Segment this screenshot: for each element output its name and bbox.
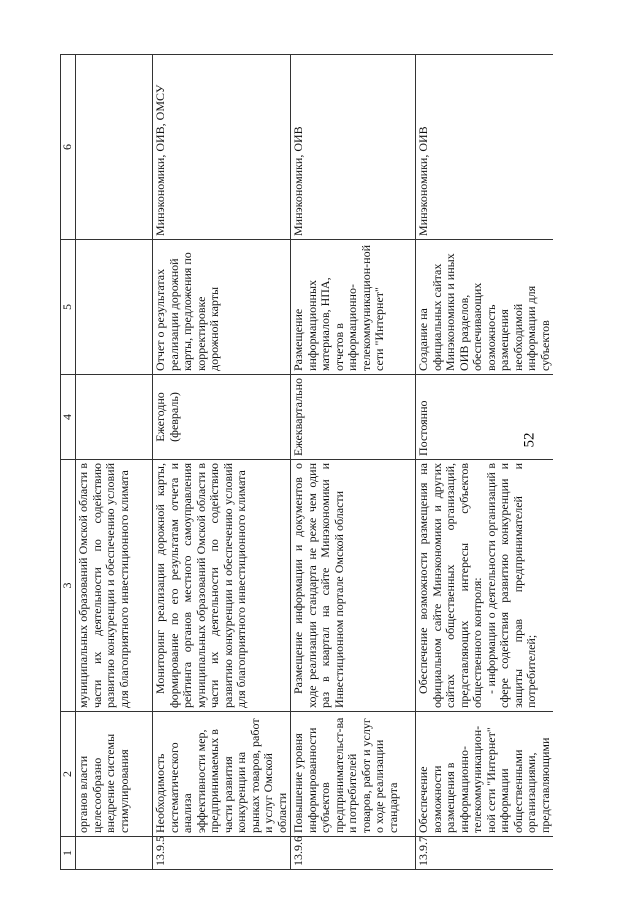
- mechanism-list-item: - информации о деятельности организаций в сфере содействия развитию конкуренции и защиты прав предпринимателей и потребителей;: [483, 463, 538, 708]
- measure-cell: Необходимость систематического анализа эффективности мер, предпринимаемых в части развития конкуренции на рынках товаров, работ и услуг Омской области: [153, 712, 291, 837]
- result-cell: [76, 240, 153, 375]
- column-header: 1: [61, 837, 76, 870]
- measures-table: [60, 54, 553, 870]
- result-cell: Создание на официальных сайтах Минэкономики и иных ОИВ разделов, обеспечивающих возможность размещения необходимой информации для субъектов: [416, 240, 554, 375]
- header-row: [61, 55, 76, 870]
- table-row: [76, 55, 153, 870]
- term-cell: [76, 375, 153, 460]
- row-number: 13.9.7: [416, 837, 554, 870]
- row-number: 13.9.6: [291, 837, 416, 870]
- column-header: 3: [61, 460, 76, 712]
- mechanism-text: Обеспечение возможности размещения на официальном сайте Минэкономики и других сайтах общественных организаций, представляющих интересы субъектов общественного контроля:: [416, 463, 484, 708]
- result-cell: Отчет о результатах реализации дорожной карты, предложения по корректировке дорожной карты: [153, 240, 291, 375]
- executor-cell: [76, 55, 153, 240]
- row-number: 13.9.5: [153, 837, 291, 870]
- column-header: 5: [61, 240, 76, 375]
- measure-cell: Повышение уровня информированности субъектов предпринимательст-ва и потребителей товаров, работ и услуг о ходе реализации стандарта: [291, 712, 416, 837]
- mechanism-cell: [416, 460, 554, 712]
- mechanism-cell: Мониторинг реализации дорожной карты, формирование по его результатам отчета и рейтинга органов местного самоуправления муниципальных образований Омской области в части их деятельности по содействию развитию конкуренции и обеспечению условий для благоприятного инвестиционного климата: [153, 460, 291, 712]
- executor-cell: Минэкономики, ОИВ, ОМСУ: [153, 55, 291, 240]
- result-cell: Размещение информационных материалов, НПА, отчетов в информационно-телекоммуникацион-ной сети "Интернет": [291, 240, 416, 375]
- column-header: 4: [61, 375, 76, 460]
- column-header: 2: [61, 712, 76, 837]
- table-row: [291, 55, 416, 870]
- executor-cell: Минэкономики, ОИВ: [291, 55, 416, 240]
- measure-cell: органов власти целесообразно внедрение системы стимулирования: [76, 712, 153, 837]
- column-header: 6: [61, 55, 76, 240]
- table-row: [153, 55, 291, 870]
- term-cell: Ежегодно (февраль): [153, 375, 291, 460]
- table-row: [416, 55, 554, 870]
- term-cell: Постоянно: [416, 375, 554, 460]
- mechanism-cell: муниципальных образований Омской области в части их деятельности по содействию развитию конкуренции и обеспечению условий для благоприятного инвестиционного климата: [76, 460, 153, 712]
- row-number: [76, 837, 153, 870]
- page-number-text: 52: [521, 432, 538, 448]
- mechanism-cell: Размещение информации и документов о ходе реализации стандарта не реже чем один раз в квартал на сайте Минэкономики и Инвестиционном портале Омской области: [291, 460, 416, 712]
- executor-cell: Минэкономики, ОИВ: [416, 55, 554, 240]
- measure-cell: Обеспечение возможности размещения в информационно-телекоммуникацион-ной сети "Интернет" информации общественными организациями, представляющими: [416, 712, 554, 837]
- term-cell: Ежеквартально: [291, 375, 416, 460]
